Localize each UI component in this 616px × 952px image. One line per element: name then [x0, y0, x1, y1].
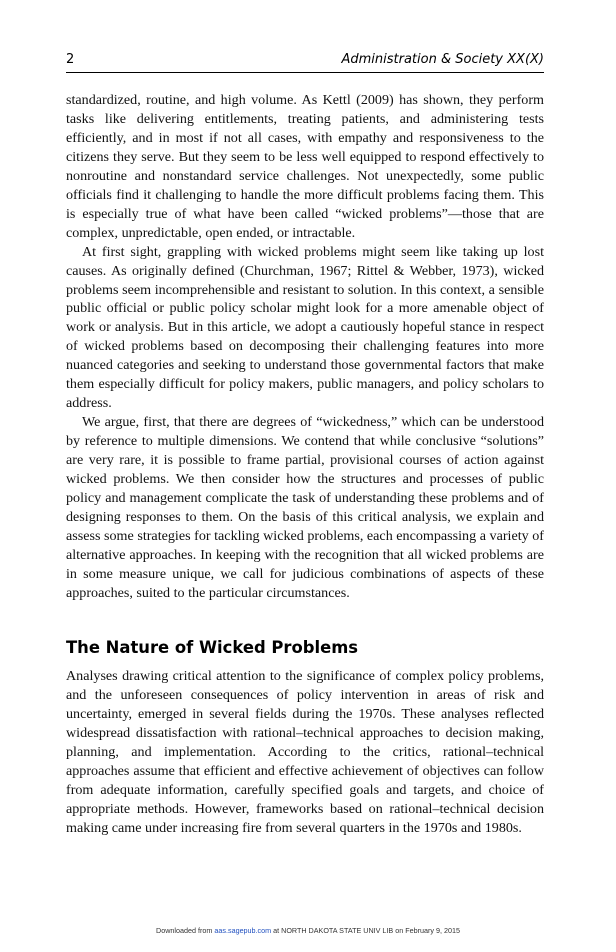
footer-prefix: Downloaded from	[156, 926, 213, 935]
intro-text	[66, 91, 544, 603]
paragraph: At first sight, grappling with wicked problems might seem like taking up lost causes. As originally defined (Churchman, 1967; Rittel & Webber, 1973), wicked problems seem incomprehensible and resistant to solution. In this context, a sensible public official or public policy scholar might look for a more amenable object of work or analysis. But in this article, we adopt a cautiously hopeful stance in respect of wicked problems based on decomposing their challenging features into more nuanced categories and seeking to understand those governmental factors that make them especially difficult for policy makers, public managers, and policy scholars to address.	[66, 243, 544, 412]
paragraph-continued: standardized, routine, and high volume. As Kettl (2009) has shown, they perform tasks like delivering entitlements, treating patients, and administering tests efficiently, and in most if not all cases, with empathy and responsiveness to the citizens they serve. But they seem to be less well equipped to respond effectively to nonroutine and nonstandard service challenges. Not unexpectedly, some public officials find it challenging to handle the more difficult problems facing them. This is especially true of what have been called “wicked problems”—those that are complex, unpredictable, open ended, or intractable.	[66, 92, 544, 241]
header-rule	[66, 72, 544, 73]
footer-link[interactable]: aas.sagepub.com	[214, 926, 272, 935]
section-text	[66, 667, 544, 838]
page-number: 2	[66, 52, 75, 67]
running-header	[66, 52, 544, 70]
paragraph: Analyses drawing critical attention to the significance of complex policy problems, and the unforeseen consequences of policy intervention in areas of risk and uncertainty, emerged in several fields during the 1970s. These analyses reflected widespread dissatisfaction with rational–technical approaches to decision making, planning, and implementation. According to the critics, rational–technical approaches assume that efficient and effective achievement of objectives can follow from adequate information, carefully specified goals and targets, and choice of appropriate methods. However, frameworks based on rational–technical decision making came under increasing fire from several quarters in the 1970s and 1980s.	[66, 668, 544, 836]
download-footer	[0, 926, 616, 935]
journal-title: Administration & Society XX(X)	[341, 52, 544, 67]
footer-suffix: at NORTH DAKOTA STATE UNIV LIB on February 9, 2015	[273, 926, 460, 935]
paragraph: We argue, first, that there are degrees of “wickedness,” which can be understood by reference to multiple dimensions. We contend that while conclusive “solutions” are very rare, it is possible to frame partial, provisional courses of action against wicked problems. We then consider how the structures and processes of public policy and management complicate the task of understanding these problems and of designing responses to them. On the basis of this critical analysis, we explain and assess some strategies for tackling wicked problems, each encompassing a variety of alternative approaches. In keeping with the recognition that all wicked problems are in some measure unique, we call for judicious combinations of aspects of these approaches, suited to the particular circumstances.	[66, 414, 544, 601]
section-heading: The Nature of Wicked Problems	[66, 638, 359, 657]
